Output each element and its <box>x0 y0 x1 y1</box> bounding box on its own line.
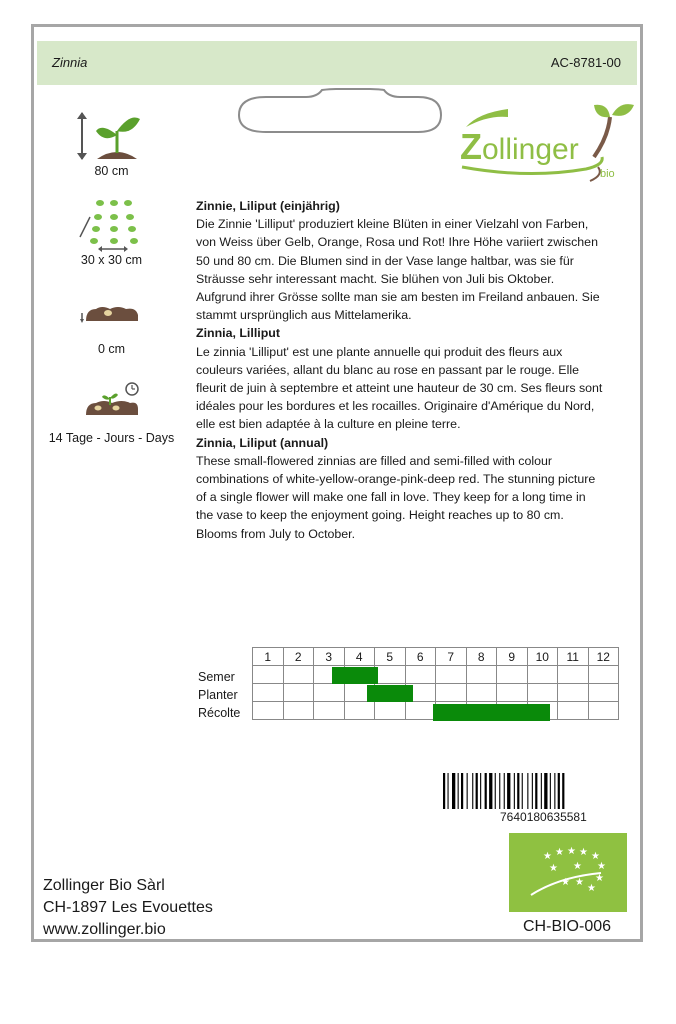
calendar-cell <box>405 702 436 720</box>
company-city: CH-1897 Les Evouettes <box>43 899 213 916</box>
description-text <box>196 197 606 543</box>
svg-text:★: ★ <box>549 863 558 874</box>
company-address <box>43 875 213 941</box>
calendar-cell <box>558 702 589 720</box>
calendar-cell <box>588 666 619 684</box>
month-header-9: 9 <box>497 648 528 666</box>
french-title: Zinnia, Lilliput <box>196 326 280 341</box>
month-header-8: 8 <box>466 648 497 666</box>
calendar-cell <box>253 666 284 684</box>
calendar-cell <box>314 684 345 702</box>
month-header-10: 10 <box>527 648 558 666</box>
german-title: Zinnie, Liliput (einjährig) <box>196 199 340 213</box>
company-website[interactable]: www.zollinger.bio <box>43 921 166 938</box>
calendar-cell <box>466 684 497 702</box>
calendar-bar-1 <box>367 685 413 702</box>
calendar-label-sow: Semer <box>198 670 235 684</box>
month-header-3: 3 <box>314 648 345 666</box>
month-header-5: 5 <box>375 648 406 666</box>
calendar-label-harvest: Récolte <box>198 706 241 720</box>
certification-code: CH-BIO-006 <box>523 918 612 935</box>
germination-time-icon <box>34 379 189 424</box>
month-header-4: 4 <box>344 648 375 666</box>
article-code: AC-8781-00 <box>550 55 621 70</box>
barcode <box>443 773 623 813</box>
svg-text:★: ★ <box>595 873 604 884</box>
calendar-cell <box>405 666 436 684</box>
svg-text:★: ★ <box>555 847 564 858</box>
calendar-cell <box>253 702 284 720</box>
barcode-number: 7640180635581 <box>500 810 587 824</box>
calendar-cell <box>283 666 314 684</box>
company-name: Zollinger Bio Sàrl <box>43 877 165 894</box>
month-header-12: 12 <box>588 648 619 666</box>
calendar-cell <box>283 684 314 702</box>
zollinger-logo <box>458 97 638 197</box>
spacing-icon <box>34 197 189 258</box>
svg-text:★: ★ <box>573 861 582 872</box>
svg-text:★: ★ <box>591 851 600 862</box>
svg-text:★: ★ <box>561 877 570 888</box>
svg-text:★: ★ <box>575 877 584 888</box>
svg-text:Z: Z <box>460 126 482 167</box>
month-header-1: 1 <box>253 648 284 666</box>
sowing-calendar <box>252 647 619 720</box>
germination-caption: 14 Tage - Jours - Days <box>48 431 175 445</box>
calendar-cell <box>588 702 619 720</box>
calendar-cell <box>283 702 314 720</box>
calendar-row <box>253 666 619 684</box>
svg-text:★: ★ <box>587 883 596 894</box>
calendar-bar-2 <box>433 704 550 721</box>
calendar-label-plant: Planter <box>198 688 238 702</box>
english-text: These small-flowered zinnias are filled and semi-filled with colour combinations of white-yellow-orange-pink-deep red. The stunning picture of a single flower will make one fall in love. They keep for a long time in the vase to keep the enjoyment going. Height reaches up to 80 cm. Blooms from July to October. <box>196 453 596 541</box>
calendar-cell <box>436 666 467 684</box>
calendar-cell <box>497 666 528 684</box>
french-text: Le zinnia 'Lilliput' est une plante annuelle qui produit des fleurs aux couleurs variées, allant du blanc au rose en passant par le rouge. Elle fleurit de juin à septembre et atteint une hauteur de 30 cm. Ses fleurs sont idéales pour les bordures et les rocailles. Originaire d'Amérique du Nord, elle est bien adaptée à la culture en pleine terre. <box>196 344 603 432</box>
height-caption: 80 cm <box>94 164 129 178</box>
calendar-row <box>253 684 619 702</box>
month-header-2: 2 <box>283 648 314 666</box>
plant-name: Zinnia <box>52 55 88 70</box>
seed-packet-card <box>31 24 643 942</box>
depth-caption: 0 cm <box>97 342 126 356</box>
calendar-cell <box>375 702 406 720</box>
calendar-cell <box>436 684 467 702</box>
svg-text:★: ★ <box>543 851 552 862</box>
calendar-cell <box>344 702 375 720</box>
svg-text:★: ★ <box>579 847 588 858</box>
spacing-caption: 30 x 30 cm <box>80 253 143 267</box>
month-header-11: 11 <box>558 648 589 666</box>
svg-text:★: ★ <box>567 846 576 857</box>
calendar-cell <box>527 666 558 684</box>
calendar-cell <box>375 666 406 684</box>
eu-organic-logo <box>509 833 627 912</box>
calendar-cell <box>588 684 619 702</box>
calendar-bar-0 <box>332 667 378 684</box>
calendar-cell <box>558 684 589 702</box>
calendar-cell <box>314 702 345 720</box>
svg-text:★: ★ <box>597 861 606 872</box>
logo-bio-suffix: bio <box>600 168 615 180</box>
calendar-row-labels <box>198 668 240 722</box>
month-header-6: 6 <box>405 648 436 666</box>
month-header-7: 7 <box>436 648 467 666</box>
svg-text:ollinger: ollinger <box>482 133 579 166</box>
sowing-depth-icon <box>34 295 189 340</box>
calendar-cell <box>497 684 528 702</box>
calendar-cell <box>253 684 284 702</box>
german-text: Die Zinnie 'Lilliput' produziert kleine Blüten in einer Vielzahl von Farben, von Weiss über Gelb, Orange, Rosa und Rot! Ihre Höhe variiert zwischen 50 und 80 cm. Die Blumen sind in der Vase lange haltbar, was sie für Sträusse sehr interessant macht. Sie blühen von Juli bis Oktober. Aufgrund ihrer Grösse sollte man sie am besten im Freiland anbauen. Sie stammt ursprünglich aus Mittelamerika. <box>196 217 600 323</box>
calendar-cell <box>466 666 497 684</box>
english-title: Zinnia, Liliput (annual) <box>196 435 329 450</box>
calendar-cell <box>527 684 558 702</box>
calendar-cell <box>558 666 589 684</box>
